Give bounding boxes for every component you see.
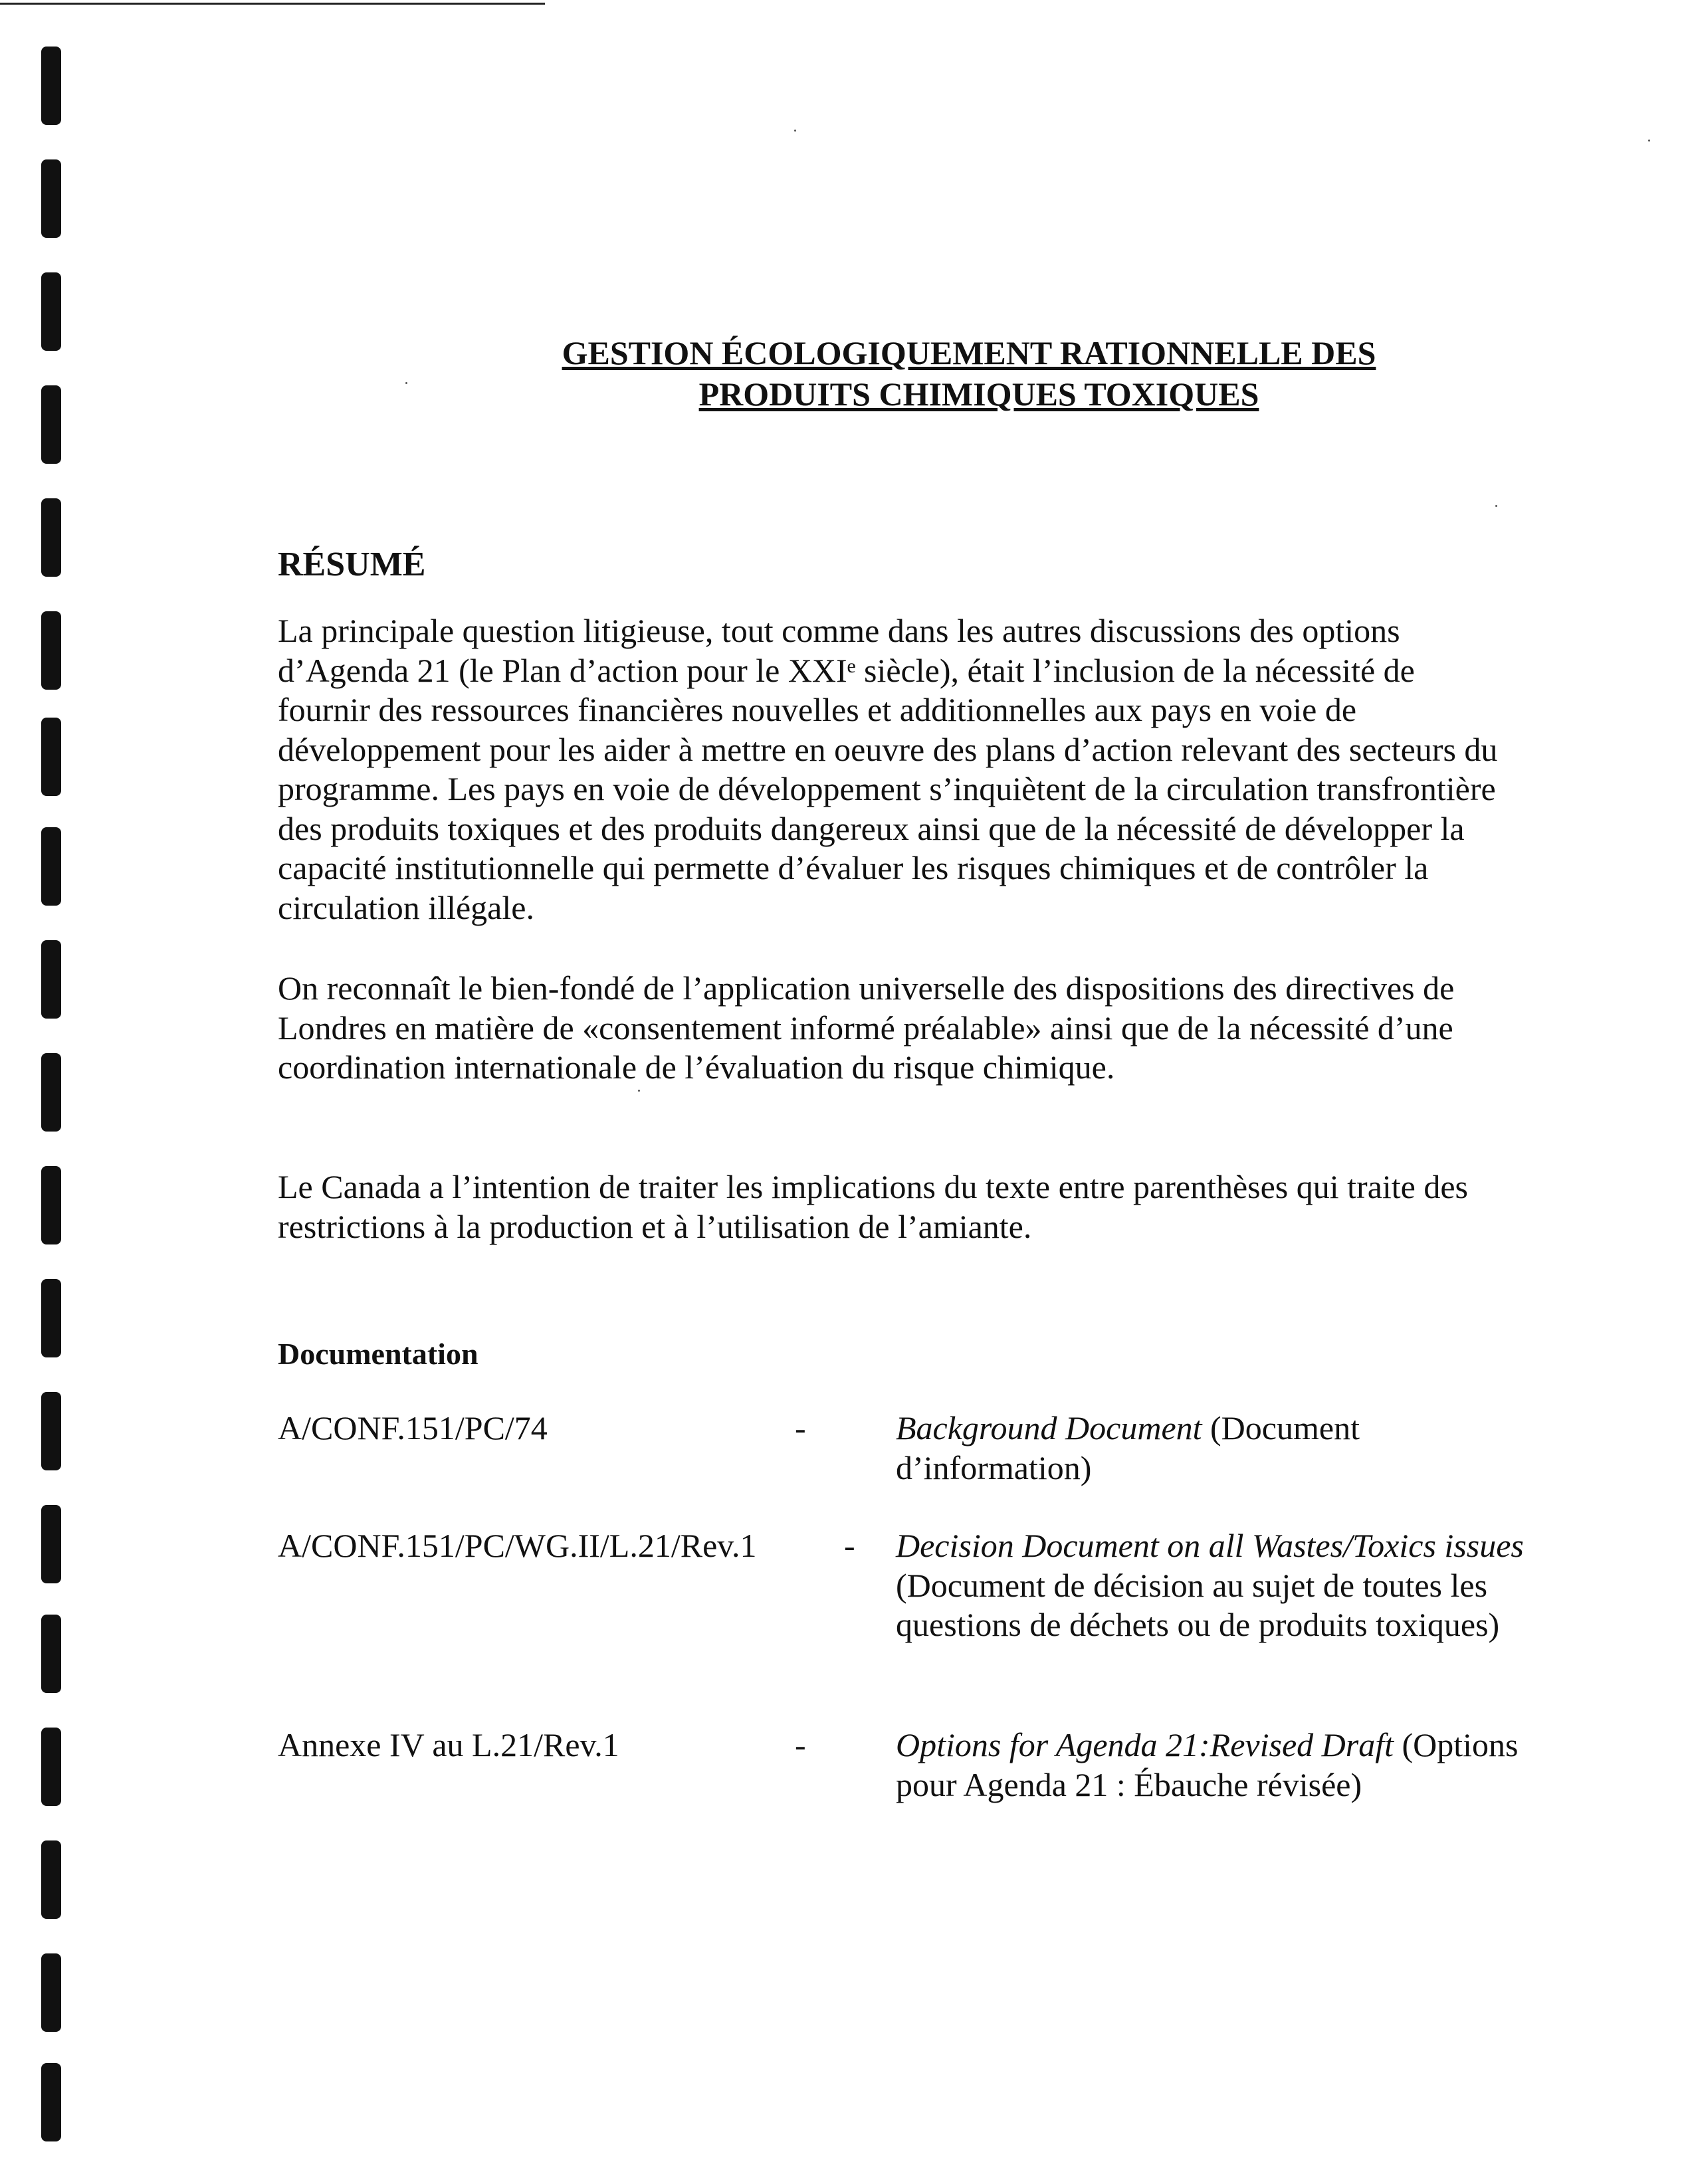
binder-mark <box>41 1840 61 1919</box>
document-title-translation: (Document d’information) <box>896 1409 1360 1486</box>
binder-mark <box>41 1615 61 1693</box>
scan-speck <box>1648 140 1650 142</box>
document-title-italic: Options for Agenda 21:Revised Draft <box>896 1726 1394 1763</box>
binder-mark <box>41 272 61 351</box>
summary-paragraph-3: Le Canada a l’intention de traiter les implications du texte entre parenthèses qui traite des restrictions à la production et à l’utilisation de l’amiante. <box>278 1168 1469 1245</box>
summary-paragraph-2: On reconnaît le bien-fondé de l’application universelle des dispositions des directives de Londres en matière de «consentement informé préalable» ainsi que de la nécessité d’une coordination internationale de l’évaluation du risque chimique. <box>278 969 1455 1086</box>
binder-mark <box>41 1279 61 1357</box>
binder-mark <box>41 1053 61 1132</box>
document-description <box>896 1409 1527 1488</box>
document-title <box>278 332 1527 415</box>
separator-dash: - <box>795 1726 806 1763</box>
title-line-2: PRODUITS CHIMIQUES TOXIQUES <box>698 375 1259 413</box>
document-title-translation: (Document de décision au sujet de toutes les questions de déchets ou de produits toxiques) <box>896 1566 1500 1643</box>
binder-mark <box>41 940 61 1019</box>
separator-dash: - <box>844 1527 855 1564</box>
binder-mark <box>41 2063 61 2141</box>
binder-mark <box>41 385 61 464</box>
binder-mark <box>41 1953 61 2032</box>
documentation-heading: Documentation <box>278 1337 478 1371</box>
document-description <box>896 1526 1527 1645</box>
document-description <box>896 1726 1527 1805</box>
binder-mark <box>41 1166 61 1244</box>
scan-speck <box>1495 505 1497 507</box>
binder-mark <box>41 159 61 238</box>
document-code: A/CONF.151/PC/WG.II/L.21/Rev.1 <box>278 1527 757 1564</box>
document-title-italic: Decision Document on all Wastes/Toxics issues <box>896 1527 1524 1564</box>
binder-mark <box>41 1392 61 1470</box>
binder-holes-strip <box>41 0 68 2184</box>
binder-mark <box>41 1728 61 1806</box>
summary-paragraph-1: La principale question litigieuse, tout comme dans les autres discussions des options d’Agenda 21 (le Plan d’action pour le XXIᵉ siècle), était l’inclusion de la nécessité de fournir des ressources financières nouvelles et additionnelles aux pays en voie de développement pour les aider à mettre en oeuvre des plans d’action relevant des secteurs du programme. Les pays en voie de développement s’inquiètent de la circulation transfrontière des produits toxiques et des produits dangereux ainsi que de la nécessité de développer la capacité institutionnelle qui permette d’évaluer les risques chimiques et de contrôler la circulation illégale. <box>278 612 1498 926</box>
summary-heading: RÉSUMÉ <box>278 546 426 583</box>
binder-mark <box>41 1505 61 1583</box>
document-title-italic: Background Document <box>896 1409 1202 1446</box>
document-code: A/CONF.151/PC/74 <box>278 1409 548 1446</box>
separator-dash: - <box>795 1409 806 1446</box>
title-line-1: GESTION ÉCOLOGIQUEMENT RATIONNELLE DES <box>562 334 1376 371</box>
binder-mark <box>41 498 61 577</box>
document-title-translation: (Options pour Agenda 21 : Ébauche révisée) <box>896 1726 1519 1803</box>
binder-mark <box>41 611 61 690</box>
top-rule <box>0 3 545 5</box>
scan-speck <box>638 1090 640 1092</box>
binder-mark <box>41 827 61 906</box>
document-code: Annexe IV au L.21/Rev.1 <box>278 1726 619 1763</box>
scan-speck <box>794 130 796 132</box>
binder-mark <box>41 718 61 796</box>
binder-mark <box>41 47 61 125</box>
